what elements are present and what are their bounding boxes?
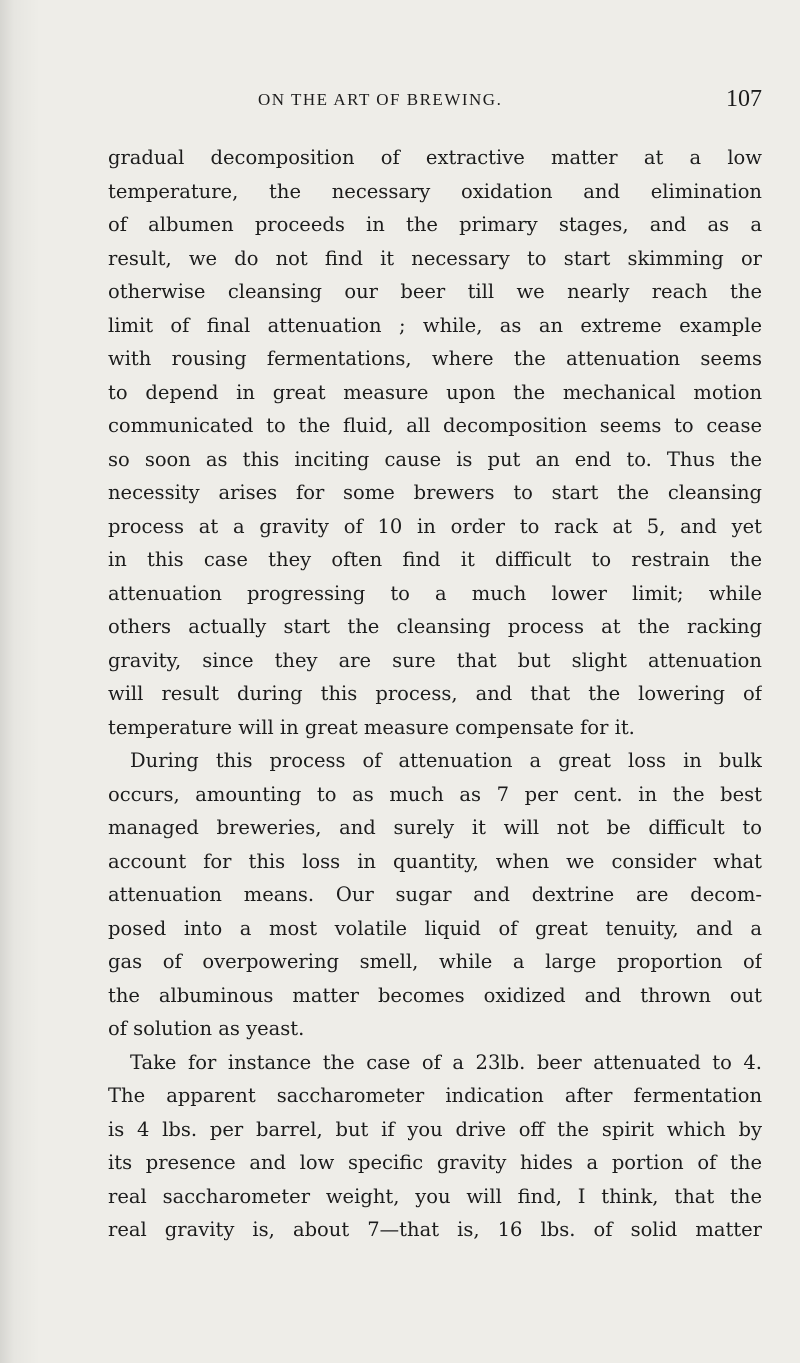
text-line: of albumen proceeds in the primary stages, and as a xyxy=(108,213,762,236)
text-line: of solution as yeast. xyxy=(108,1017,305,1040)
text-line: During this process of attenuation a great loss in bulk xyxy=(130,749,762,772)
text-line: gas of overpowering smell, while a large proportion of xyxy=(108,950,762,973)
text-line: gradual decomposition of extractive matter at a low xyxy=(108,146,762,169)
text-line: gravity, since they are sure that but slight attenuation xyxy=(108,648,762,672)
text-line: is 4 lbs. per barrel, but if you drive off the spirit which by xyxy=(108,1117,762,1141)
text-line: temperature will in great measure compensate for it. xyxy=(108,715,635,739)
text-line: communicated to the fluid, all decomposition seems to cease xyxy=(108,414,762,437)
running-head xyxy=(108,86,762,116)
text-line: to depend in great measure upon the mechanical motion xyxy=(108,380,762,404)
text-line: will result during this process, and that the lowering of xyxy=(108,682,762,705)
running-title: ON THE ART OF BREWING. xyxy=(258,90,503,109)
text-line: process at a gravity of 10 in order to rack at 5, and yet xyxy=(108,514,762,538)
text-line: posed into a most volatile liquid of great tenuity, and a xyxy=(108,916,762,940)
text-line: so soon as this inciting cause is put an end to. Thus the xyxy=(108,447,762,471)
text-line: result, we do not find it necessary to start skimming or xyxy=(108,246,762,270)
text-line: real saccharometer weight, you will find, I think, that the xyxy=(108,1184,762,1208)
body-text xyxy=(108,141,762,1247)
text-line: limit of final attenuation ; while, as an extreme example xyxy=(108,313,762,337)
text-line: temperature, the necessary oxidation and elimination xyxy=(108,179,762,203)
page-number: 107 xyxy=(726,86,762,112)
text-line: its presence and low specific gravity hides a portion of the xyxy=(108,1151,762,1174)
text-line: the albuminous matter becomes oxidized and thrown out xyxy=(108,983,762,1007)
text-line: attenuation progressing to a much lower limit; while xyxy=(108,581,762,605)
text-line: occurs, amounting to as much as 7 per cent. in the best xyxy=(108,782,762,806)
text-line: necessity arises for some brewers to start the cleansing xyxy=(108,481,762,504)
text-line: attenuation means. Our sugar and dextrine are decom- xyxy=(108,883,762,906)
text-line: real gravity is, about 7—that is, 16 lbs. of solid matter xyxy=(108,1218,762,1241)
text-line: account for this loss in quantity, when we consider what xyxy=(108,849,762,873)
text-line: Take for instance the case of a 23lb. beer attenuated to 4. xyxy=(130,1050,762,1074)
text-line: others actually start the cleansing process at the racking xyxy=(108,615,762,638)
text-line: otherwise cleansing our beer till we nearly reach the xyxy=(108,280,762,303)
text-line: managed breweries, and surely it will not be difficult to xyxy=(108,816,762,839)
text-line: The apparent saccharometer indication after fermentation xyxy=(108,1084,762,1107)
text-line: with rousing fermentations, where the attenuation seems xyxy=(108,347,762,370)
text-line: in this case they often find it difficult to restrain the xyxy=(108,548,762,571)
